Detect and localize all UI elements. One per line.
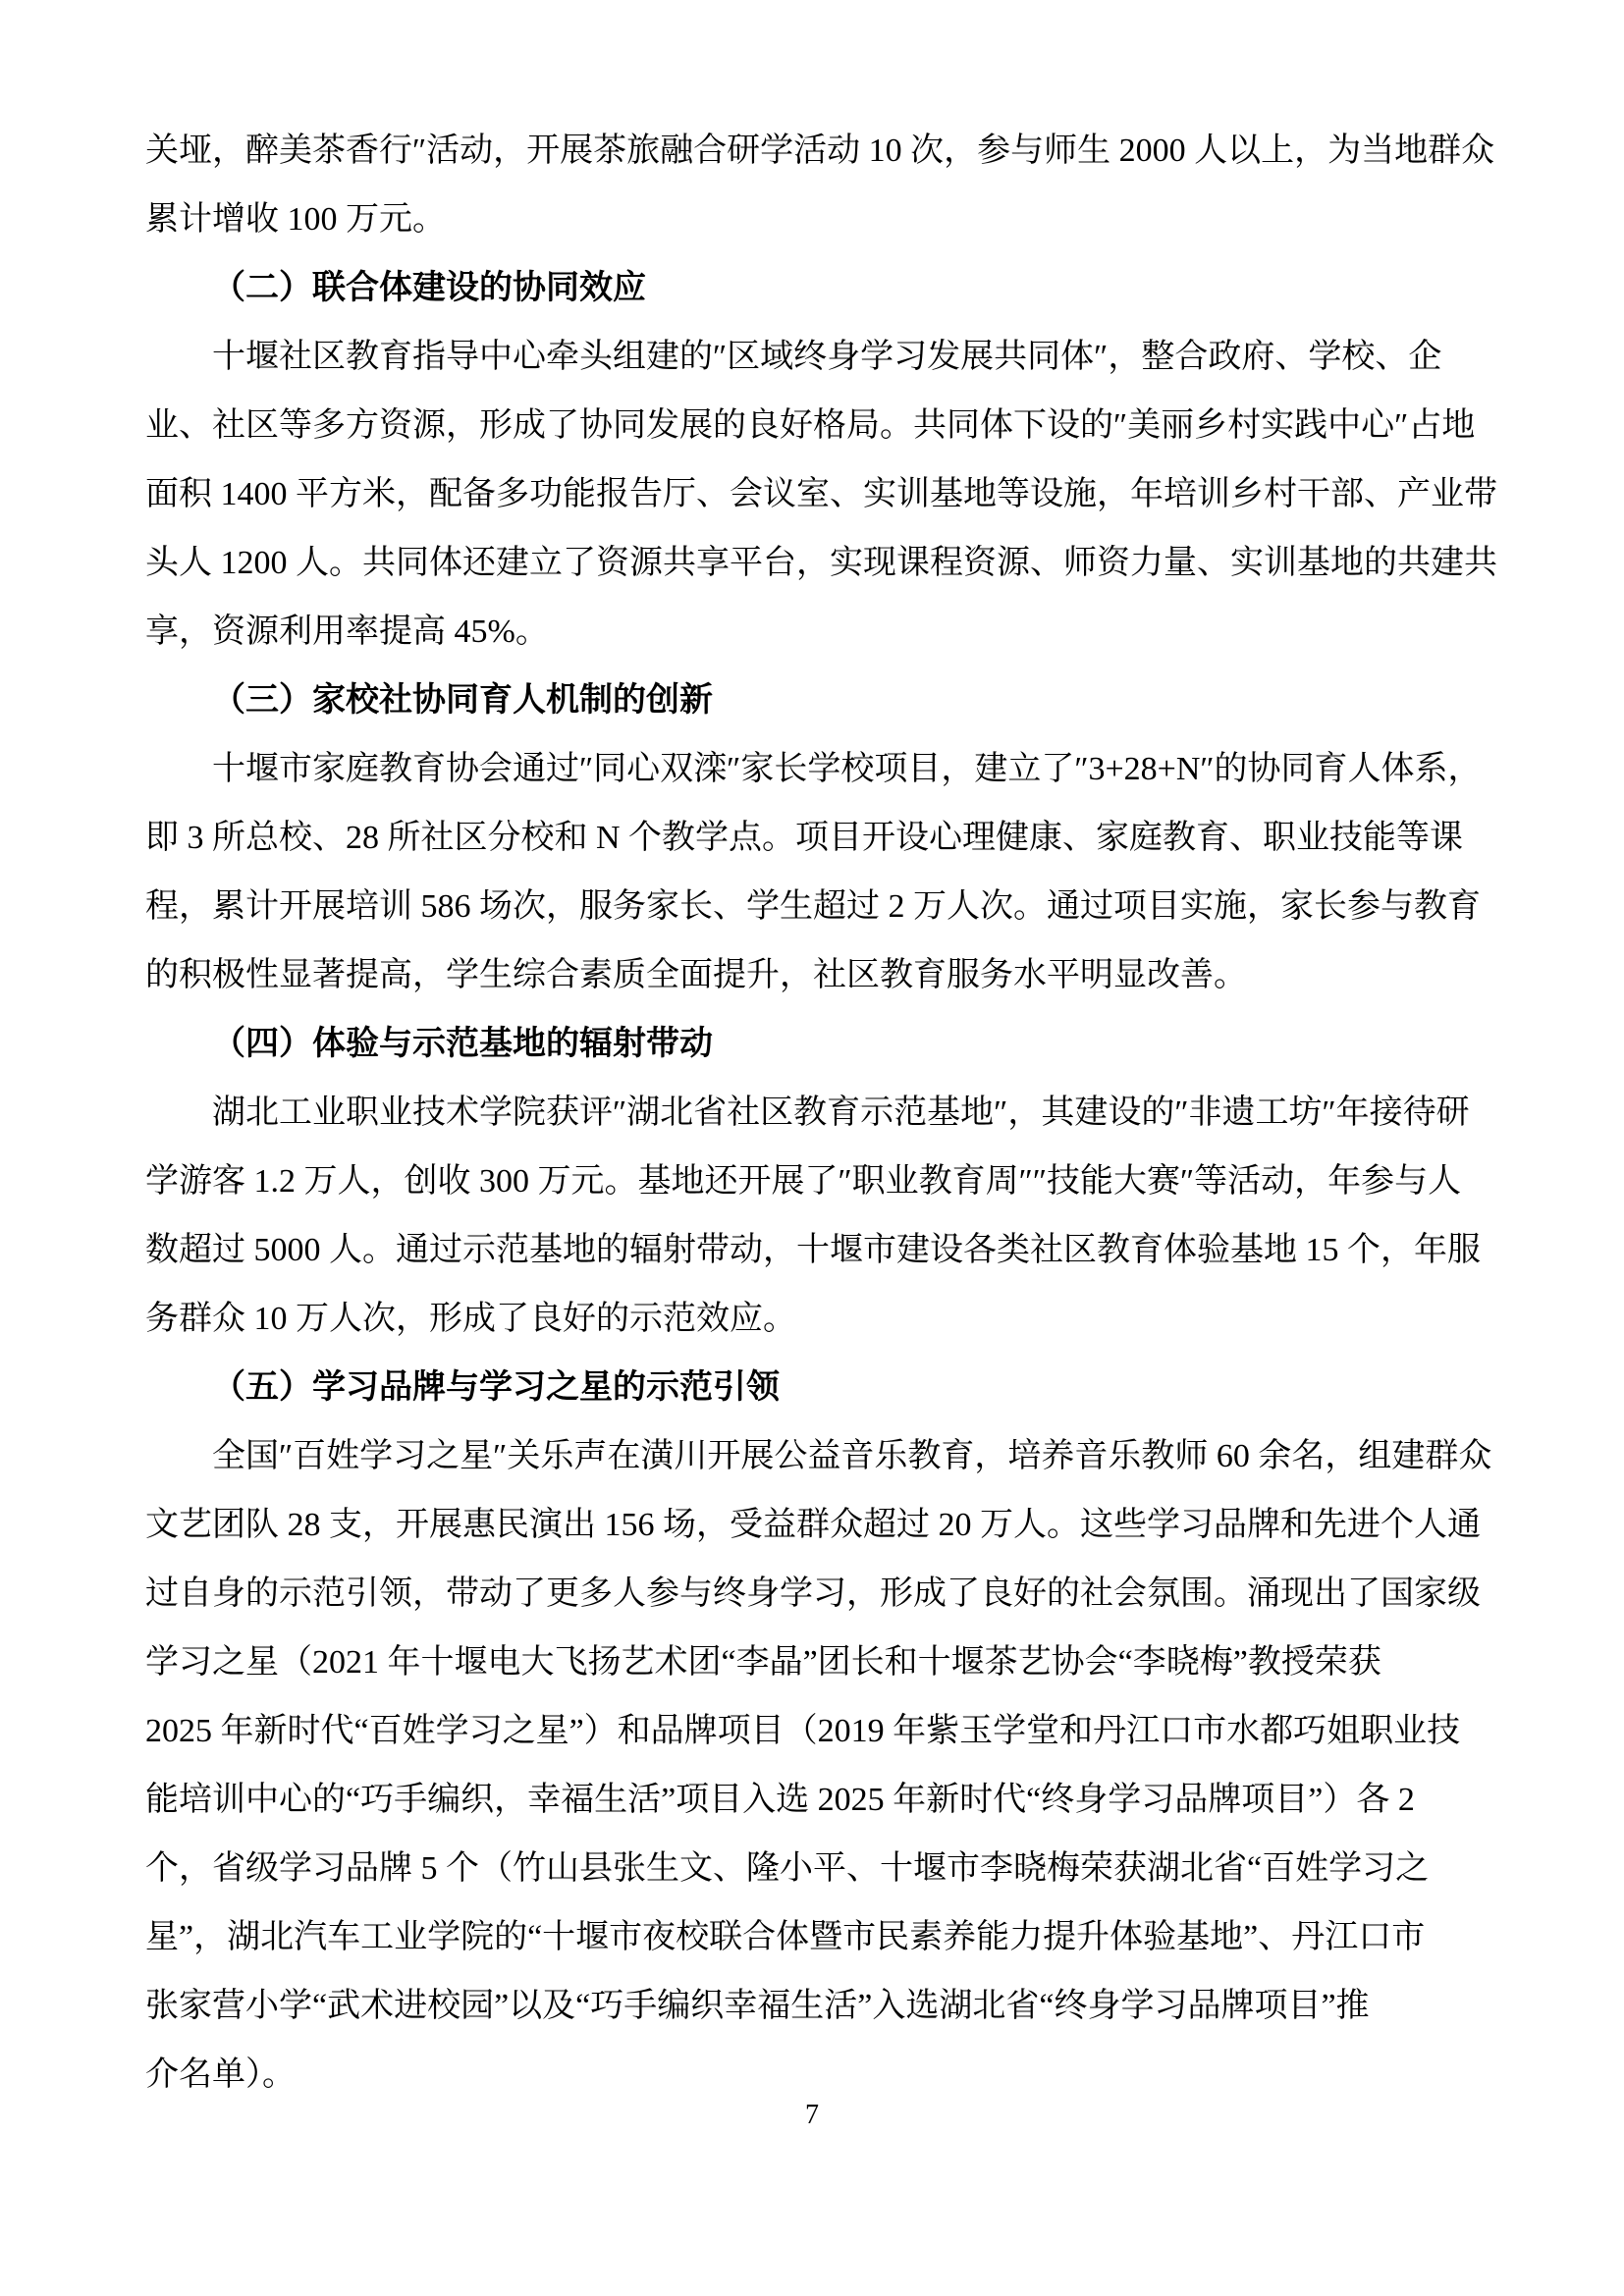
text-line: 文艺团队 28 支，开展惠民演出 156 场，受益群众超过 20 万人。这些学习品牌和先进个人通 <box>145 1507 1481 1543</box>
text-line: 2025 年新时代“百姓学习之星”）和品牌项目（2019 年紫玉学堂和丹江口市水都巧姐职业技 <box>145 1713 1461 1749</box>
text-line: 十堰社区教育指导中心牵头组建的″区域终身学习发展共同体″，整合政府、学校、企 <box>212 339 1442 375</box>
text-line: 的积极性显著提高，学生综合素质全面提升，社区教育服务水平明显改善。 <box>145 957 1247 993</box>
text-line: 数超过 5000 人。通过示范基地的辐射带动，十堰市建设各类社区教育体验基地 15 个，年服 <box>145 1232 1481 1268</box>
text-line: 务群众 10 万人次，形成了良好的示范效应。 <box>145 1301 796 1337</box>
text-line: 面积 1400 平方米，配备多功能报告厅、会议室、实训基地等设施，年培训乡村干部、产业带 <box>145 476 1497 512</box>
text-line: 享，资源利用率提高 45%。 <box>145 614 549 650</box>
document-body <box>145 117 1497 2109</box>
section-heading: （四）体验与示范基地的辐射带动 <box>212 1026 713 1062</box>
section-heading: （二）联合体建设的协同效应 <box>212 270 646 306</box>
page-number: 7 <box>805 2100 819 2130</box>
text-line: 累计增收 100 万元。 <box>145 201 446 238</box>
section-heading: （五）学习品牌与学习之星的示范引领 <box>212 1369 780 1406</box>
text-line: 湖北工业职业技术学院获评″湖北省社区教育示范基地″，其建设的″非遗工坊″年接待研 <box>212 1095 1470 1131</box>
text-line: 程，累计开展培训 586 场次，服务家长、学生超过 2 万人次。通过项目实施，家长参与教育 <box>145 888 1481 925</box>
text-line: 即 3 所总校、28 所社区分校和 N 个教学点。项目开设心理健康、家庭教育、职业技能等课 <box>145 820 1464 856</box>
text-line: 关垭，醉美茶香行″活动，开展茶旅融合研学活动 10 次，参与师生 2000 人以上，为当地群众 <box>145 133 1495 169</box>
text-line: 全国″百姓学习之星″关乐声在潢川开展公益音乐教育，培养音乐教师 60 余名，组建群众 <box>212 1438 1492 1474</box>
text-line: 业、社区等多方资源，形成了协同发展的良好格局。共同体下设的″美丽乡村实践中心″占地 <box>145 407 1476 444</box>
section-heading: （三）家校社协同育人机制的创新 <box>212 682 713 719</box>
text-line: 头人 1200 人。共同体还建立了资源共享平台，实现课程资源、师资力量、实训基地的共建共 <box>145 545 1497 581</box>
text-line: 十堰市家庭教育协会通过″同心双滦″家长学校项目，建立了″3+28+N″的协同育人体系， <box>212 751 1482 787</box>
text-line: 过自身的示范引领，带动了更多人参与终身学习，形成了良好的社会氛围。涌现出了国家级 <box>145 1575 1481 1612</box>
text-line: 学习之星（2021 年十堰电大飞扬艺术团“李晶”团长和十堰茶艺协会“李晓梅”教授荣获 <box>145 1644 1381 1681</box>
text-line: 介名单）。 <box>145 2056 296 2093</box>
text-line: 学游客 1.2 万人，创收 300 万元。基地还开展了″职业教育周″″技能大赛″等活动，年参与人 <box>145 1163 1462 1200</box>
text-line: 能培训中心的“巧手编织，幸福生活”项目入选 2025 年新时代“终身学习品牌项目”）各 2 <box>145 1782 1415 1818</box>
text-line: 星”，湖北汽车工业学院的“十堰市夜校联合体暨市民素养能力提升体验基地”、丹江口市 <box>145 1919 1426 1955</box>
text-line: 个，省级学习品牌 5 个（竹山县张生文、隆小平、十堰市李晓梅荣获湖北省“百姓学习之 <box>145 1850 1430 1887</box>
text-line: 张家营小学“武术进校园”以及“巧手编织幸福生活”入选湖北省“终身学习品牌项目”推 <box>145 1988 1370 2024</box>
